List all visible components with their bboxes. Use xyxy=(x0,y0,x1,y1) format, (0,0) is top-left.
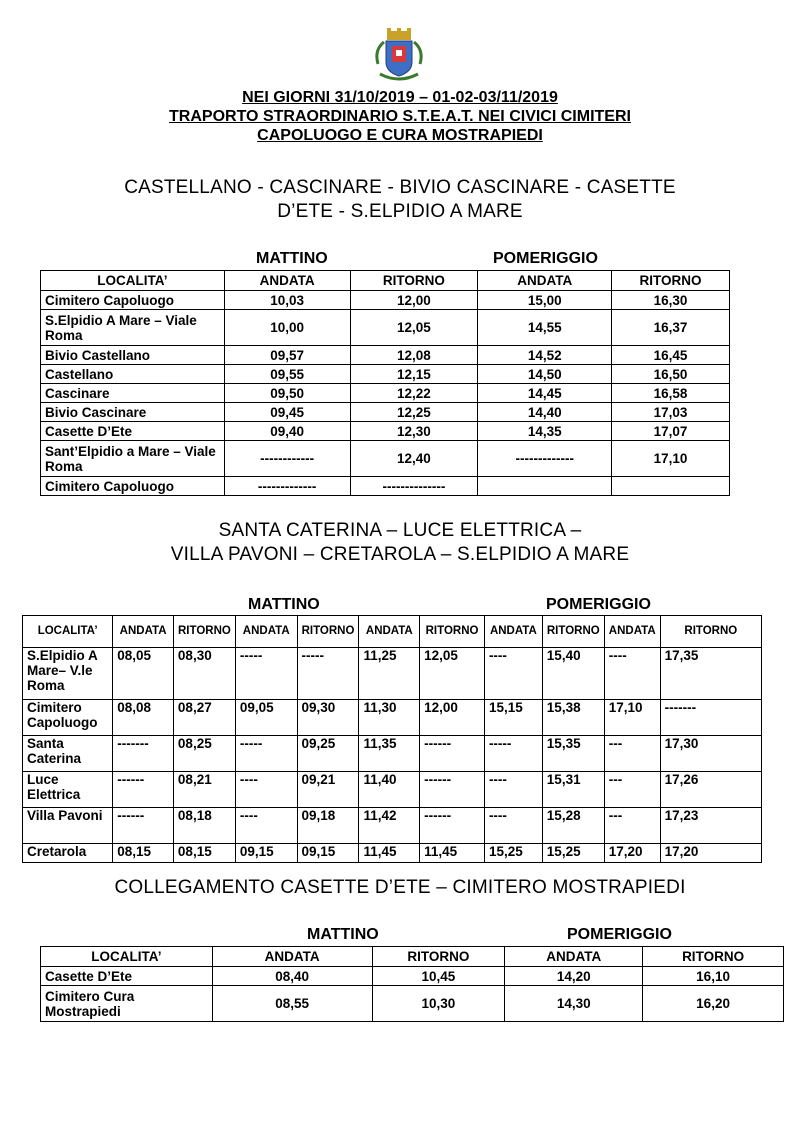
time-cell: 15,40 xyxy=(542,648,604,700)
time-cell: ------ xyxy=(113,772,174,808)
route1-title xyxy=(0,176,800,224)
time-cell: --- xyxy=(604,808,660,844)
t1-pomeriggio-label: POMERIGGIO xyxy=(493,250,598,267)
time-cell: 11,25 xyxy=(359,648,420,700)
col-andata: ANDATA xyxy=(484,616,542,648)
time-cell: 11,35 xyxy=(359,736,420,772)
time-cell: 09,15 xyxy=(235,844,297,863)
col-ritorno: RITORNO xyxy=(297,616,359,648)
col-andata: ANDATA xyxy=(212,947,372,967)
col-andata: ANDATA xyxy=(505,947,643,967)
t2-mattino-label: MATTINO xyxy=(248,596,320,613)
col-andata: ANDATA xyxy=(113,616,174,648)
time-cell: 15,00 xyxy=(478,291,612,310)
table-row xyxy=(23,844,762,863)
route3-title xyxy=(0,876,800,900)
col-andata: ANDATA xyxy=(224,271,350,291)
time-cell: -------------- xyxy=(350,477,478,496)
time-cell: ------------ xyxy=(224,441,350,477)
col-andata: ANDATA xyxy=(359,616,420,648)
time-cell: 14,52 xyxy=(478,346,612,365)
time-cell xyxy=(612,477,730,496)
timetable-route2 xyxy=(22,615,762,863)
time-cell: 14,40 xyxy=(478,403,612,422)
time-cell: ------ xyxy=(420,808,485,844)
time-cell: 08,40 xyxy=(212,967,372,986)
time-cell: 12,25 xyxy=(350,403,478,422)
time-cell: 08,30 xyxy=(173,648,235,700)
time-cell: 10,45 xyxy=(372,967,505,986)
stop-name-cell: Cimitero Capoluogo xyxy=(41,477,225,496)
time-cell: 12,30 xyxy=(350,422,478,441)
time-cell: 14,35 xyxy=(478,422,612,441)
time-cell: ---- xyxy=(235,772,297,808)
stop-name-cell: Bivio Castellano xyxy=(41,346,225,365)
col-ritorno: RITORNO xyxy=(173,616,235,648)
time-cell: 09,21 xyxy=(297,772,359,808)
time-cell: 08,08 xyxy=(113,700,174,736)
route1-title-line2: D’ETE - S.ELPIDIO A MARE xyxy=(277,201,523,222)
time-cell: 17,26 xyxy=(660,772,761,808)
route2-title-line1: SANTA CATERINA – LUCE ELETTRICA – xyxy=(218,520,582,541)
time-cell: 10,30 xyxy=(372,986,505,1022)
stop-name-cell: Casette D’Ete xyxy=(41,967,213,986)
time-cell: ----- xyxy=(297,648,359,700)
table-row xyxy=(41,967,784,986)
time-cell: 12,08 xyxy=(350,346,478,365)
time-cell: 17,20 xyxy=(660,844,761,863)
time-cell: 08,18 xyxy=(173,808,235,844)
time-cell: 14,45 xyxy=(478,384,612,403)
time-cell: 09,30 xyxy=(297,700,359,736)
table-row xyxy=(23,808,762,844)
time-cell: 14,30 xyxy=(505,986,643,1022)
stop-name-cell: S.Elpidio A Mare – Viale Roma xyxy=(41,310,225,346)
stop-name-cell: Cretarola xyxy=(23,844,113,863)
t1-mattino-label: MATTINO xyxy=(256,250,328,267)
col-andata: ANDATA xyxy=(478,271,612,291)
stop-name-cell: Cimitero Capoluogo xyxy=(41,291,225,310)
route2-title xyxy=(0,519,800,567)
time-cell: 16,30 xyxy=(612,291,730,310)
time-cell: 08,27 xyxy=(173,700,235,736)
time-cell: 12,05 xyxy=(350,310,478,346)
col-localita: LOCALITA’ xyxy=(23,616,113,648)
time-cell: 09,45 xyxy=(224,403,350,422)
time-cell: 17,20 xyxy=(604,844,660,863)
col-ritorno: RITORNO xyxy=(660,616,761,648)
time-cell: 09,55 xyxy=(224,365,350,384)
time-cell: 17,07 xyxy=(612,422,730,441)
time-cell: 17,35 xyxy=(660,648,761,700)
time-cell: 12,00 xyxy=(420,700,485,736)
t2-pomeriggio-label: POMERIGGIO xyxy=(546,596,651,613)
table-row xyxy=(41,384,730,403)
time-cell: 11,42 xyxy=(359,808,420,844)
time-cell: 12,40 xyxy=(350,441,478,477)
time-cell: 17,10 xyxy=(612,441,730,477)
time-cell: 11,30 xyxy=(359,700,420,736)
time-cell: 14,55 xyxy=(478,310,612,346)
col-localita: LOCALITA’ xyxy=(41,947,213,967)
timetable-route1 xyxy=(40,270,730,496)
table-row xyxy=(41,422,730,441)
time-cell: 08,55 xyxy=(212,986,372,1022)
time-cell: 09,25 xyxy=(297,736,359,772)
time-cell: 16,45 xyxy=(612,346,730,365)
header-service: TRAPORTO STRAORDINARIO S.T.E.A.T. NEI CIVICI CIMITERI xyxy=(169,108,631,125)
time-cell: ----- xyxy=(484,736,542,772)
time-cell: 15,25 xyxy=(542,844,604,863)
col-ritorno: RITORNO xyxy=(350,271,478,291)
route1-title-line1: CASTELLANO - CASCINARE - BIVIO CASCINARE - CASETTE xyxy=(124,177,676,198)
time-cell: 12,00 xyxy=(350,291,478,310)
table-row xyxy=(41,310,730,346)
time-cell: 12,15 xyxy=(350,365,478,384)
time-cell: 08,15 xyxy=(113,844,174,863)
time-cell: 14,20 xyxy=(505,967,643,986)
time-cell: 09,40 xyxy=(224,422,350,441)
col-ritorno: RITORNO xyxy=(612,271,730,291)
route2-title-line2: VILLA PAVONI – CRETAROLA – S.ELPIDIO A MARE xyxy=(170,544,630,565)
time-cell: ------- xyxy=(113,736,174,772)
header-cemeteries: CAPOLUOGO E CURA MOSTRAPIEDI xyxy=(257,127,543,144)
time-cell: ---- xyxy=(484,808,542,844)
time-cell: ------- xyxy=(660,700,761,736)
time-cell: ------ xyxy=(420,772,485,808)
time-cell: ---- xyxy=(235,808,297,844)
stop-name-cell: Santa Caterina xyxy=(23,736,113,772)
table-row xyxy=(23,736,762,772)
time-cell: 08,05 xyxy=(113,648,174,700)
stop-name-cell: Luce Elettrica xyxy=(23,772,113,808)
col-ritorno: RITORNO xyxy=(542,616,604,648)
time-cell: 08,25 xyxy=(173,736,235,772)
time-cell: 15,15 xyxy=(484,700,542,736)
time-cell: 14,50 xyxy=(478,365,612,384)
time-cell: 16,50 xyxy=(612,365,730,384)
time-cell: 09,50 xyxy=(224,384,350,403)
time-cell: 10,03 xyxy=(224,291,350,310)
time-cell: 09,57 xyxy=(224,346,350,365)
time-cell: ------------- xyxy=(478,441,612,477)
time-cell: 09,15 xyxy=(297,844,359,863)
col-andata: ANDATA xyxy=(604,616,660,648)
time-cell: --- xyxy=(604,736,660,772)
time-cell: 11,45 xyxy=(420,844,485,863)
time-cell: 15,28 xyxy=(542,808,604,844)
stop-name-cell: Sant’Elpidio a Mare – Viale Roma xyxy=(41,441,225,477)
time-cell: 16,20 xyxy=(643,986,784,1022)
time-cell: 12,05 xyxy=(420,648,485,700)
time-cell: 11,45 xyxy=(359,844,420,863)
time-cell: ------ xyxy=(420,736,485,772)
time-cell: ----- xyxy=(235,648,297,700)
time-cell: ----- xyxy=(235,736,297,772)
col-andata: ANDATA xyxy=(235,616,297,648)
table-row xyxy=(41,291,730,310)
stop-name-cell: Cimitero Cura Mostrapiedi xyxy=(41,986,213,1022)
table-row xyxy=(41,986,784,1022)
time-cell: 15,25 xyxy=(484,844,542,863)
table-row xyxy=(41,403,730,422)
municipal-crest-emblem xyxy=(370,28,428,84)
notice-header xyxy=(0,88,800,145)
time-cell: 11,40 xyxy=(359,772,420,808)
header-dates: NEI GIORNI 31/10/2019 – 01-02-03/11/2019 xyxy=(242,89,558,106)
stop-name-cell: Cimitero Capoluogo xyxy=(23,700,113,736)
timetable-route3 xyxy=(40,946,784,1022)
time-cell: 16,10 xyxy=(643,967,784,986)
table-row xyxy=(41,346,730,365)
time-cell: --- xyxy=(604,772,660,808)
col-ritorno: RITORNO xyxy=(372,947,505,967)
table-row xyxy=(23,772,762,808)
col-ritorno: RITORNO xyxy=(420,616,485,648)
time-cell: ---- xyxy=(604,648,660,700)
stop-name-cell: Villa Pavoni xyxy=(23,808,113,844)
time-cell: 15,35 xyxy=(542,736,604,772)
time-cell: ---- xyxy=(484,648,542,700)
time-cell: 17,30 xyxy=(660,736,761,772)
time-cell: 12,22 xyxy=(350,384,478,403)
time-cell: ---- xyxy=(484,772,542,808)
stop-name-cell: Cascinare xyxy=(41,384,225,403)
time-cell: ------------- xyxy=(224,477,350,496)
t3-mattino-label: MATTINO xyxy=(307,926,379,943)
time-cell: 16,37 xyxy=(612,310,730,346)
time-cell: 15,31 xyxy=(542,772,604,808)
stop-name-cell: Castellano xyxy=(41,365,225,384)
time-cell: 10,00 xyxy=(224,310,350,346)
col-ritorno: RITORNO xyxy=(643,947,784,967)
col-localita: LOCALITA’ xyxy=(41,271,225,291)
route3-title-line1: COLLEGAMENTO CASETTE D’ETE – CIMITERO MOSTRAPIEDI xyxy=(114,877,686,898)
time-cell: ------ xyxy=(113,808,174,844)
table-row xyxy=(41,441,730,477)
stop-name-cell: S.Elpidio A Mare– V.le Roma xyxy=(23,648,113,700)
time-cell: 09,18 xyxy=(297,808,359,844)
table-row xyxy=(23,700,762,736)
time-cell: 08,21 xyxy=(173,772,235,808)
time-cell: 09,05 xyxy=(235,700,297,736)
time-cell: 17,03 xyxy=(612,403,730,422)
time-cell: 17,10 xyxy=(604,700,660,736)
t3-pomeriggio-label: POMERIGGIO xyxy=(567,926,672,943)
time-cell: 17,23 xyxy=(660,808,761,844)
time-cell: 15,38 xyxy=(542,700,604,736)
table-row xyxy=(41,477,730,496)
time-cell xyxy=(478,477,612,496)
stop-name-cell: Bivio Cascinare xyxy=(41,403,225,422)
time-cell: 16,58 xyxy=(612,384,730,403)
table-row xyxy=(41,365,730,384)
stop-name-cell: Casette D’Ete xyxy=(41,422,225,441)
time-cell: 08,15 xyxy=(173,844,235,863)
table-row xyxy=(23,648,762,700)
